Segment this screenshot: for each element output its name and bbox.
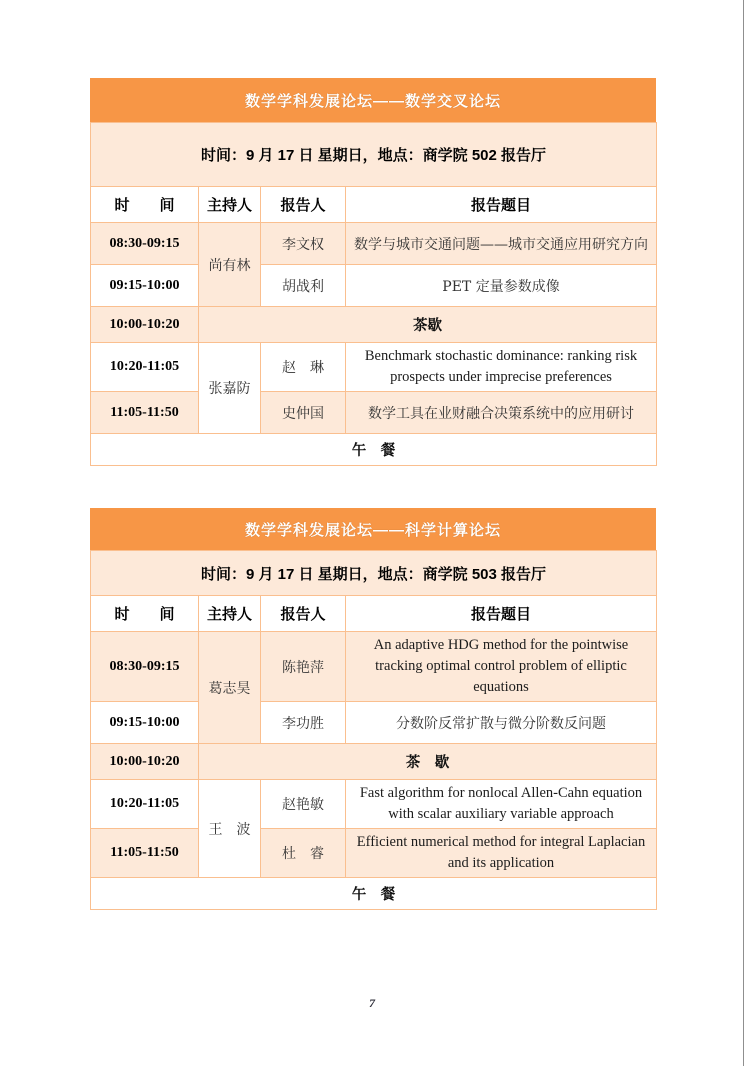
time-cell: 09:15-10:00 (91, 265, 199, 307)
time-cell: 10:00-10:20 (91, 307, 199, 343)
column-header-speaker: 报告人 (261, 596, 346, 632)
table-row (91, 878, 657, 910)
topic-cell: Fast algorithm for nonlocal Allen-Cahn equation with scalar auxiliary variable approach (346, 780, 657, 829)
speaker-cell: 李功胜 (261, 702, 346, 744)
meal-cell: 午 餐 (91, 878, 657, 910)
table-row (91, 307, 657, 343)
table-row (91, 223, 657, 265)
speaker-cell: 史仲国 (261, 392, 346, 434)
forum-table-math-interdisciplinary (90, 78, 656, 466)
table-row (91, 343, 657, 392)
time-cell: 08:30-09:15 (91, 223, 199, 265)
speaker-cell: 胡战利 (261, 265, 346, 307)
time-cell: 10:20-11:05 (91, 343, 199, 392)
column-header-time: 时 间 (91, 187, 199, 223)
break-cell: 茶 歇 (199, 744, 657, 780)
time-cell: 08:30-09:15 (91, 632, 199, 702)
forum-datetime-location: 时间：9 月 17 日 星期日，地点：商学院 502 报告厅 (91, 123, 657, 187)
break-cell: 茶歇 (199, 307, 657, 343)
topic-cell: 数学工具在业财融合决策系统中的应用研讨 (346, 392, 657, 434)
topic-cell: PET 定量参数成像 (346, 265, 657, 307)
schedule-body (91, 632, 657, 910)
subtitle-row (91, 551, 657, 596)
subtitle-row (91, 123, 657, 187)
schedule-table (90, 550, 657, 910)
topic-cell: 数学与城市交通问题——城市交通应用研究方向 (346, 223, 657, 265)
time-cell: 09:15-10:00 (91, 702, 199, 744)
table-row (91, 780, 657, 829)
table-row (91, 829, 657, 878)
time-cell: 10:00-10:20 (91, 744, 199, 780)
forum-title-bar: 数学学科发展论坛——数学交叉论坛 (90, 78, 656, 122)
column-header-moderator: 主持人 (199, 187, 261, 223)
moderator-cell: 葛志昊 (199, 632, 261, 744)
topic-cell: Benchmark stochastic dominance: ranking risk prospects under imprecise preferences (346, 343, 657, 392)
page-content (90, 0, 656, 910)
time-cell: 11:05-11:50 (91, 392, 199, 434)
column-header-topic: 报告题目 (346, 596, 657, 632)
topic-cell: 分数阶反常扩散与微分阶数反问题 (346, 702, 657, 744)
column-header-moderator: 主持人 (199, 596, 261, 632)
topic-cell: Efficient numerical method for integral Laplacian and its application (346, 829, 657, 878)
table-row (91, 265, 657, 307)
table-row (91, 744, 657, 780)
speaker-cell: 陈艳萍 (261, 632, 346, 702)
table-row (91, 632, 657, 702)
schedule-table (90, 122, 657, 466)
topic-cell: An adaptive HDG method for the pointwise tracking optimal control problem of elliptic equations (346, 632, 657, 702)
page-number: 7 (369, 996, 375, 1010)
forum-title-bar: 数学学科发展论坛——科学计算论坛 (90, 508, 656, 550)
table-row (91, 434, 657, 466)
header-row (91, 187, 657, 223)
time-cell: 10:20-11:05 (91, 780, 199, 829)
column-header-topic: 报告题目 (346, 187, 657, 223)
speaker-cell: 李文权 (261, 223, 346, 265)
header-row (91, 596, 657, 632)
meal-cell: 午 餐 (91, 434, 657, 466)
speaker-cell: 赵 琳 (261, 343, 346, 392)
speaker-cell: 赵艳敏 (261, 780, 346, 829)
table-row (91, 392, 657, 434)
forum-table-scientific-computing (90, 508, 656, 910)
moderator-cell: 王 波 (199, 780, 261, 878)
speaker-cell: 杜 睿 (261, 829, 346, 878)
moderator-cell: 尚有林 (199, 223, 261, 307)
schedule-body (91, 223, 657, 466)
column-header-speaker: 报告人 (261, 187, 346, 223)
column-header-time: 时 间 (91, 596, 199, 632)
forum-datetime-location: 时间：9 月 17 日 星期日，地点：商学院 503 报告厅 (91, 551, 657, 596)
moderator-cell: 张嘉防 (199, 343, 261, 434)
table-row (91, 702, 657, 744)
time-cell: 11:05-11:50 (91, 829, 199, 878)
